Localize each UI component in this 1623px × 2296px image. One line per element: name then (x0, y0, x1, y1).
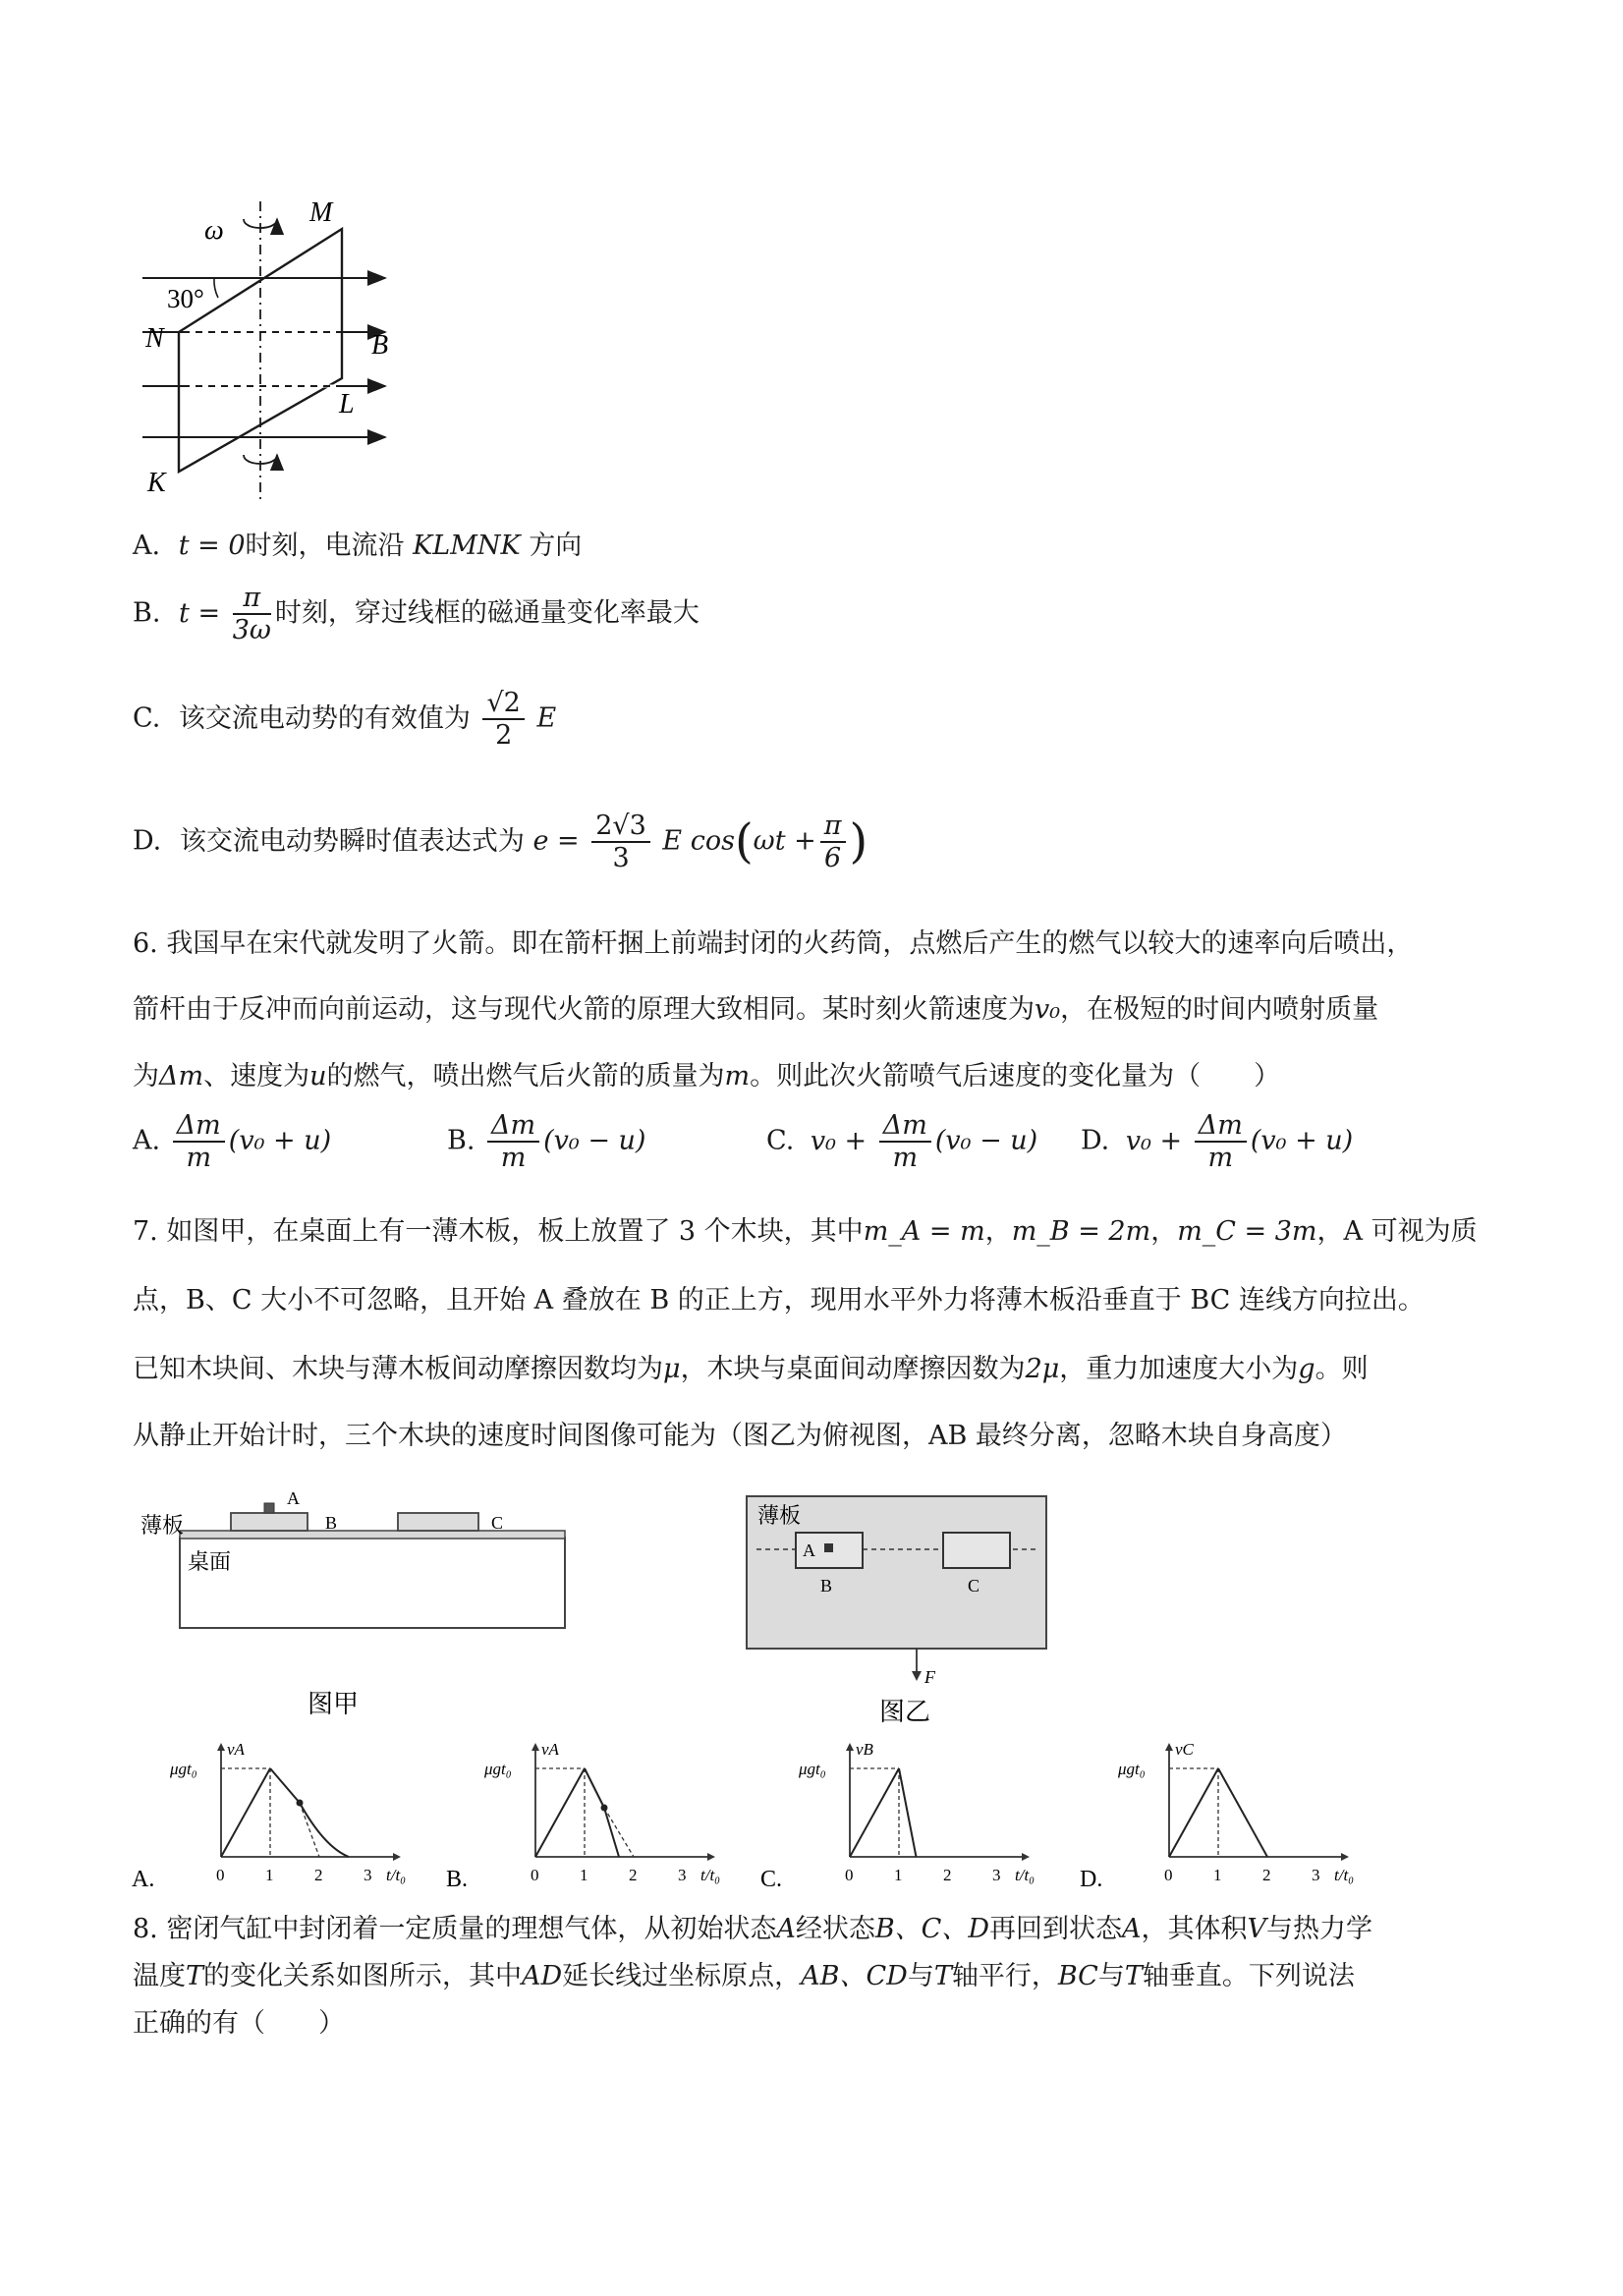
t-axis-label: t/t₀ (700, 1866, 721, 1884)
point-N: N (145, 323, 164, 354)
label-B-top: B (820, 1576, 833, 1596)
vt-graph-3 (1076, 1739, 1371, 1896)
vt-graph-1 (442, 1739, 737, 1896)
q8-line2: 温度T的变化关系如图所示，其中AD延长线过坐标原点，AB、CD与T轴平行，BC与T轴垂直。下列说法 (133, 1961, 1355, 1991)
y-tick-label: μgt₀ (170, 1760, 197, 1778)
q6-line1: 6. 我国早在宋代就发明了火箭。即在箭杆捆上前端封闭的火药筒，点燃后产生的燃气以较大的速率向后喷出， (133, 928, 1414, 959)
tick-label: 3 (364, 1866, 372, 1884)
label-C: C (491, 1513, 504, 1533)
tick-label: 2 (1262, 1866, 1271, 1884)
graph-option-letter: A. (132, 1867, 155, 1892)
tick-label: 0 (845, 1866, 854, 1884)
v-axis-label: vA (541, 1740, 559, 1759)
tick-label: 3 (1312, 1866, 1320, 1884)
thin-board (180, 1531, 565, 1539)
t-axis-label: t/t₀ (386, 1866, 407, 1884)
y-tick-label: μgt₀ (1118, 1760, 1146, 1778)
q5-option-a: A. t = 0时刻，电流沿 KLMNK 方向 (133, 531, 583, 561)
block-C (398, 1513, 478, 1531)
v-axis-label: vA (227, 1740, 245, 1759)
tick-label: 3 (992, 1866, 1001, 1884)
q8-line3: 正确的有（ ） (133, 2008, 345, 2039)
graph-option-letter: D. (1080, 1867, 1103, 1892)
q6-line2: 箭杆由于反冲而向前运动，这与现代火箭的原理大致相同。某时刻火箭速度为v₀，在极短的时间内喷射质量 (133, 994, 1379, 1025)
coil-field-figure (128, 192, 413, 506)
rise-line (850, 1768, 899, 1857)
rise-line (1169, 1768, 1218, 1857)
omega-label: ω (204, 215, 224, 246)
tick-label: 2 (629, 1866, 638, 1884)
tick-label: 0 (216, 1866, 225, 1884)
point-L: L (339, 389, 355, 420)
block-B (231, 1513, 308, 1531)
desk (180, 1538, 565, 1628)
q7-line4: 从静止开始计时，三个木块的速度时间图像可能为（图乙为俯视图，AB 最终分离，忽略木块自身高度） (133, 1421, 1347, 1451)
t-axis-label: t/t₀ (1015, 1866, 1035, 1884)
caption-jia: 图甲 (308, 1690, 360, 1718)
field-B: B (371, 330, 389, 361)
q5-option-d: D. 该交流电动势瞬时值表达式为 e = $\frac{2√3}{3}$ E cos(ωt + $\frac{\pi}{6}$ ) (133, 811, 868, 874)
v-axis-label: vB (856, 1740, 873, 1759)
graph-option-letter: C. (760, 1867, 783, 1892)
q6-option-b: B. $\frac{\Delta m}{m}$ (v₀ − u) (447, 1110, 646, 1174)
q6-option-c: C. v₀ + $\frac{\Delta m}{m}$ (v₀ − u) (766, 1110, 1038, 1174)
vt-graph-2 (756, 1739, 1051, 1896)
label-desk: 桌面 (188, 1549, 232, 1574)
v-axis-label: vC (1175, 1740, 1194, 1759)
label-F: F (924, 1667, 935, 1687)
q5-option-b: B. t = $\frac{\pi}{3\omega}$ 时刻，穿过线框的磁通量变化率最大 (133, 583, 700, 646)
rise-line (535, 1768, 585, 1857)
tick-label: 3 (678, 1866, 687, 1884)
q6-option-a: A. $\frac{\Delta m}{m}$ (v₀ + u) (133, 1110, 332, 1174)
tick-label: 0 (531, 1866, 539, 1884)
q7-line1: 7. 如图甲，在桌面上有一薄木板，板上放置了 3 个木块，其中m_A = m，m_B = 2m，m_C = 3m，A 可视为质 (133, 1216, 1478, 1247)
rise-line (221, 1768, 270, 1857)
y-tick-label: μgt₀ (484, 1760, 512, 1778)
tick-label: 1 (265, 1866, 274, 1884)
tick-label: 1 (1213, 1866, 1222, 1884)
label-B: B (325, 1513, 338, 1533)
label-A: A (287, 1488, 300, 1508)
label-A-top: A (803, 1540, 815, 1560)
tick-label: 2 (314, 1866, 323, 1884)
vt-graphs (128, 1739, 1405, 1896)
angle-label: 30° (167, 284, 204, 313)
q7-line3: 已知木块间、木块与薄木板间动摩擦因数均为μ，木块与桌面间动摩擦因数为2μ，重力加速度大小为g。则 (133, 1354, 1369, 1384)
figure-yi (742, 1488, 1051, 1734)
q5-option-c: C. 该交流电动势的有效值为 $\frac{√2}{2}$ E (133, 688, 557, 752)
coil-frame (179, 229, 342, 472)
figure-jia (133, 1488, 570, 1729)
tick-label: 0 (1164, 1866, 1173, 1884)
point-K: K (147, 468, 166, 498)
label-board-top: 薄板 (757, 1503, 802, 1528)
label-C-top: C (968, 1576, 980, 1596)
q6-line3: 为Δm、速度为u的燃气，喷出燃气后火箭的质量为m。则此次火箭喷气后速度的变化量为（ ） (133, 1061, 1281, 1092)
block-C-top (943, 1533, 1010, 1568)
label-board: 薄板 (140, 1513, 185, 1538)
tick-label: 2 (943, 1866, 952, 1884)
y-tick-label: μgt₀ (799, 1760, 826, 1778)
block-A-top (824, 1543, 833, 1552)
q8-line1: 8. 密闭气缸中封闭着一定质量的理想气体，从初始状态A经状态B、C、D再回到状态A，其体积V与热力学 (133, 1914, 1372, 1944)
caption-yi: 图乙 (879, 1698, 931, 1726)
t-axis-label: t/t₀ (1334, 1866, 1355, 1884)
tick-label: 1 (894, 1866, 903, 1884)
q7-line2: 点，B、C 大小不可忽略，且开始 A 叠放在 B 的正上方，现用水平外力将薄木板沿垂直于 BC 连线方向拉出。 (133, 1285, 1425, 1316)
graph-option-letter: B. (446, 1867, 469, 1892)
block-A (264, 1503, 274, 1513)
tick-label: 1 (580, 1866, 588, 1884)
point-M: M (309, 197, 333, 228)
q6-option-d: D. v₀ + $\frac{\Delta m}{m}$ (v₀ + u) (1081, 1110, 1354, 1174)
vt-graph-0 (128, 1739, 422, 1896)
